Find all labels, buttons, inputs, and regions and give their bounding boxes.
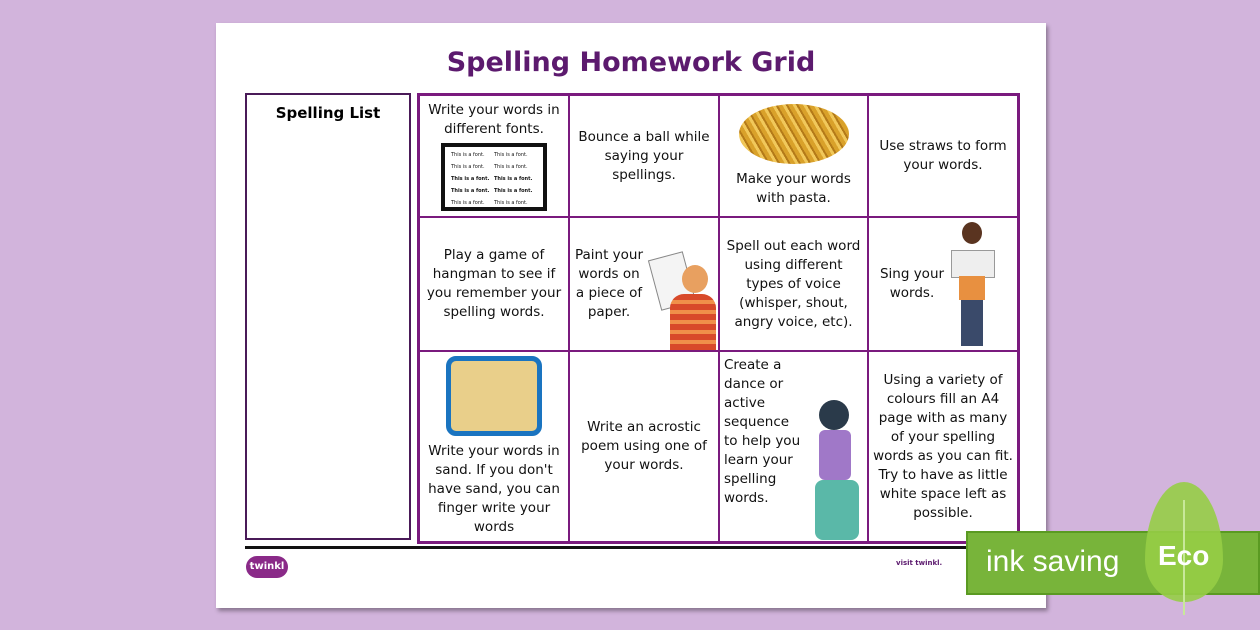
cell-text: Write an acrostic poem using one of your words. <box>581 419 707 473</box>
footer-divider <box>245 546 1016 549</box>
cell-text: Using a variety of colours fill an A4 page with as many of your spelling words as you can fit. Try to have as little white space left as possible. <box>873 371 1013 521</box>
cell-text: Spell out each word using different types of voice (whisper, shout, angry voice, etc). <box>726 237 861 330</box>
font-sample: This is a font. <box>451 152 485 158</box>
grid-cell-fonts <box>419 95 569 217</box>
grid-cell-colours <box>868 351 1018 542</box>
font-sample: This is a font. <box>451 176 490 182</box>
grid-cell-sand <box>419 351 569 542</box>
spelling-list-box <box>245 93 411 540</box>
grid-cell-voice <box>719 217 868 351</box>
ink-saving-label: ink saving <box>986 545 1120 578</box>
girl-singing-image <box>949 222 995 348</box>
dancer-image <box>805 390 865 540</box>
cell-text: Play a game of hangman to see if you remember your spelling words. <box>426 247 562 320</box>
page-title: Spelling Homework Grid <box>446 47 816 78</box>
cell-text: Write your words in sand. If you don't have sand, you can finger write your words <box>428 443 560 535</box>
twinkl-logo: twinkl <box>246 556 288 578</box>
grid-cell-acrostic <box>569 351 719 542</box>
font-sample: This is a font. <box>451 188 490 194</box>
font-sample: This is a font. <box>494 164 528 170</box>
cell-text: Write your words in different fonts. <box>428 102 560 137</box>
cell-text: Bounce a ball while saying your spellings. <box>578 128 710 183</box>
font-sample: This is a font. <box>451 164 485 170</box>
font-sample: This is a font. <box>494 188 533 194</box>
font-sample: This is a font. <box>494 176 533 182</box>
worksheet-page <box>216 23 1046 608</box>
visit-link[interactable]: visit twinkl. <box>896 559 943 567</box>
font-sample: This is a font. <box>451 200 485 206</box>
grid-cell-hangman <box>419 217 569 351</box>
cell-text: Sing your words. <box>879 266 945 301</box>
eco-badge: Eco <box>1158 540 1210 571</box>
grid-cell-dance <box>719 351 868 542</box>
grid-cell-straws <box>868 95 1018 217</box>
grid-cell-pasta <box>719 95 868 217</box>
cell-text: Paint your words on a piece of paper. <box>574 247 644 320</box>
spelling-list-title: Spelling List <box>275 104 381 122</box>
cell-text: Use straws to form your words. <box>879 138 1007 173</box>
grid-cell-paint <box>569 217 719 351</box>
grid-cell-sing <box>868 217 1018 351</box>
sand-tray-image <box>446 356 542 436</box>
boy-painting-image <box>654 255 716 350</box>
pasta-image <box>739 104 849 164</box>
grid-cell-ball <box>569 95 719 217</box>
font-sample: This is a font. <box>494 152 528 158</box>
cell-text: Create a dance or active sequence to help you learn your spelling words. <box>724 357 801 506</box>
font-samples-image <box>441 143 547 211</box>
homework-grid <box>417 93 1020 544</box>
cell-text: Make your words with pasta. <box>736 171 851 206</box>
font-sample: This is a font. <box>494 200 528 206</box>
